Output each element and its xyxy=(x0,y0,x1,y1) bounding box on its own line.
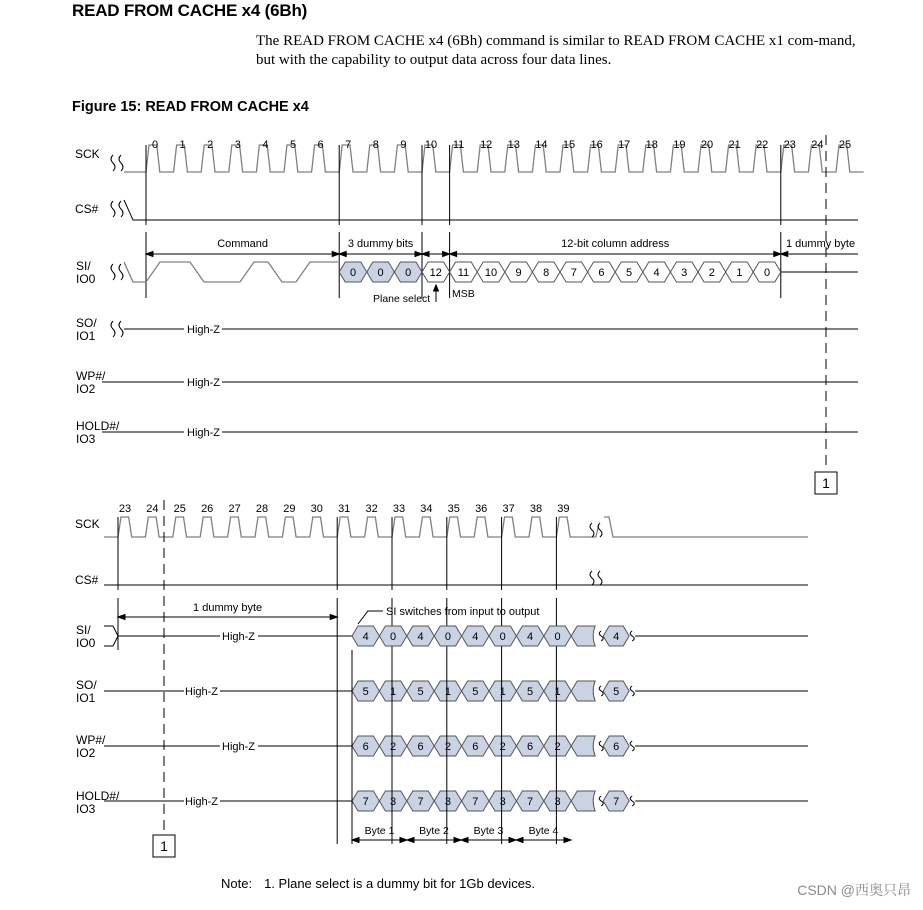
highz-label: High-Z xyxy=(222,741,256,753)
io2-data-bit-value: 2 xyxy=(554,741,561,753)
si-io0-label: IO0 xyxy=(76,272,96,286)
io1-data-bit-value: 5 xyxy=(472,686,479,698)
sck-label: SCK xyxy=(75,517,100,531)
clock-tick-label: 13 xyxy=(507,139,520,151)
si-address-bit-value: 10 xyxy=(484,267,498,279)
io0-data-bit-value: 0 xyxy=(444,631,451,643)
cs-waveform xyxy=(124,200,858,220)
so-io1-label: SO/ xyxy=(76,678,97,692)
clock-tick-label: 18 xyxy=(645,139,658,151)
clock-tick-label: 38 xyxy=(529,503,543,515)
clock-tick-label: 10 xyxy=(424,139,438,151)
span-label: 1 dummy byte xyxy=(786,238,856,250)
io0-data-bit-value: 0 xyxy=(554,631,561,643)
clock-tick-label: 29 xyxy=(283,503,296,515)
clock-tick-label: 31 xyxy=(338,503,351,515)
note-text: 1. Plane select is a dummy bit for 1Gb devices. xyxy=(264,876,536,891)
io2-data-bit-value: 6 xyxy=(527,741,534,753)
clock-tick-label: 15 xyxy=(562,139,576,151)
note-marker-number: 1 xyxy=(822,475,830,491)
byte-span-arrowhead xyxy=(461,838,468,843)
byte-label: Byte 2 xyxy=(419,825,449,837)
hold-io3-label: IO3 xyxy=(76,432,96,446)
io3-data-continue xyxy=(571,791,595,811)
span-label: 3 dummy bits xyxy=(347,238,414,250)
highz-label: High-Z xyxy=(187,324,221,336)
clock-tick-label: 21 xyxy=(728,139,741,151)
io3-data-bit-value: 3 xyxy=(390,796,397,808)
clock-tick-label: 34 xyxy=(420,503,433,515)
io3-last-bit-value: 7 xyxy=(613,796,620,808)
so-io1-label: IO1 xyxy=(76,691,96,705)
clock-tick-label: 14 xyxy=(535,139,548,151)
wp-io2-label: WP#/ xyxy=(76,369,106,383)
break-mark xyxy=(599,631,603,641)
clock-tick-label: 28 xyxy=(255,503,269,515)
io3-data-bit-value: 3 xyxy=(499,796,506,808)
clock-tick-label: 32 xyxy=(365,503,378,515)
io0-data-bit-value: 4 xyxy=(417,631,424,643)
io1-data-bit-value: 5 xyxy=(362,686,369,698)
break-mark xyxy=(590,571,594,585)
si-address-bit-value: 1 xyxy=(736,267,743,279)
figure-note xyxy=(221,876,547,891)
io1-data-bit-value: 1 xyxy=(499,686,506,698)
hold-io3-label: HOLD#/ xyxy=(76,789,120,803)
si-dummy-bit-value: 0 xyxy=(405,267,412,279)
si-switch-annotation: SI switches from input to output xyxy=(386,606,540,618)
sck-waveform xyxy=(104,517,584,537)
si-address-bit-value: 8 xyxy=(543,267,550,279)
byte-span-arrowhead xyxy=(407,838,414,843)
si-switch-leader xyxy=(358,611,383,624)
clock-tick-label: 37 xyxy=(502,503,515,515)
clock-tick-label: 33 xyxy=(392,503,406,515)
break-mark xyxy=(599,741,603,751)
arrowhead xyxy=(781,252,788,257)
plane-select-label: Plane select xyxy=(373,293,431,305)
clock-tick-label: 6 xyxy=(317,139,324,151)
si-address-bit-value: 2 xyxy=(708,267,715,279)
si-address-bit-value: 9 xyxy=(515,267,522,279)
io1-data-bit-value: 1 xyxy=(554,686,561,698)
break-mark xyxy=(119,264,123,280)
clock-tick-label: 7 xyxy=(345,139,352,151)
clock-tick-label: 8 xyxy=(372,139,379,151)
clock-tick-label: 11 xyxy=(452,139,465,151)
clock-tick-label: 12 xyxy=(480,139,493,151)
io1-data-bit-value: 5 xyxy=(527,686,534,698)
clock-tick-label: 22 xyxy=(756,139,769,151)
highz-label: High-Z xyxy=(185,796,219,808)
highz-label: High-Z xyxy=(187,427,221,439)
wp-io2-label: IO2 xyxy=(76,382,96,396)
io3-data-bit-value: 3 xyxy=(554,796,561,808)
clock-tick-label: 24 xyxy=(146,503,159,515)
si-io0-label: SI/ xyxy=(76,623,91,637)
clock-tick-label: 23 xyxy=(783,139,796,151)
io3-data-bit-value: 7 xyxy=(527,796,534,808)
io0-last-bit-value: 4 xyxy=(613,631,620,643)
span-column-arrowhead xyxy=(450,252,457,257)
break-mark xyxy=(119,321,123,337)
wp-io2-label: WP#/ xyxy=(76,733,106,747)
io1-data-bit-value: 1 xyxy=(390,686,397,698)
break-mark xyxy=(598,523,602,537)
clock-tick-label: 39 xyxy=(557,503,570,515)
io2-data-bit-value: 2 xyxy=(499,741,506,753)
break-mark xyxy=(630,796,634,806)
clock-tick-label: 0 xyxy=(151,139,159,151)
clock-tick-label: 17 xyxy=(618,139,631,151)
span-label: 1 dummy byte xyxy=(193,602,263,614)
clock-tick-label: 35 xyxy=(447,503,460,515)
clock-tick-label: 30 xyxy=(310,503,323,515)
hold-io3-label: IO3 xyxy=(76,802,96,816)
wp-io2-label: IO2 xyxy=(76,746,96,760)
io1-data-continue xyxy=(571,681,595,701)
clock-tick-label: 23 xyxy=(118,503,132,515)
break-mark xyxy=(111,201,115,217)
io0-data-bit-value: 0 xyxy=(499,631,506,643)
note-label: Note: xyxy=(221,876,253,891)
si-address-bit-value: 3 xyxy=(681,267,688,279)
highz-label: High-Z xyxy=(187,377,221,389)
cs-label: CS# xyxy=(75,202,99,216)
highz-label: High-Z xyxy=(222,631,256,643)
break-mark xyxy=(119,155,123,171)
span-dummy-bits-arrowhead xyxy=(339,252,346,257)
si-dummy-bit-value: 0 xyxy=(349,267,357,279)
io1-last-bit-value: 5 xyxy=(613,686,620,698)
io3-data-bit-value: 3 xyxy=(444,796,451,808)
si-address-bit-value: 5 xyxy=(625,267,633,279)
arrowhead xyxy=(434,285,439,291)
si-address-bit-value: 7 xyxy=(570,267,577,279)
io1-data-bit-value: 5 xyxy=(417,686,424,698)
si-address-bit-value: 6 xyxy=(598,267,605,279)
si-io0-label: IO0 xyxy=(76,636,96,650)
io0-data-continue xyxy=(571,626,595,646)
sck-waveform xyxy=(584,525,599,537)
sck-waveform xyxy=(604,517,808,537)
si-address-bit-value: 12 xyxy=(429,267,442,279)
byte-label: Byte 4 xyxy=(528,825,559,837)
io2-data-bit-value: 6 xyxy=(362,741,369,753)
clock-tick-label: 26 xyxy=(201,503,214,515)
io2-data-continue xyxy=(571,736,595,756)
span-dummy-byte-arrowhead xyxy=(330,615,337,620)
note-marker-number: 1 xyxy=(160,838,168,854)
clock-tick-label: 24 xyxy=(811,139,824,151)
span-label: Command xyxy=(217,238,268,250)
cs-label: CS# xyxy=(75,573,99,587)
watermark: CSDN @西奥只昂 xyxy=(797,882,911,898)
break-mark xyxy=(111,155,115,171)
section-title: READ FROM CACHE x4 (6Bh) xyxy=(72,1,308,20)
span-plane-arrowhead xyxy=(422,252,429,257)
clock-tick-label: 20 xyxy=(700,139,714,151)
highz-label: High-Z xyxy=(185,686,219,698)
clock-tick-label: 1 xyxy=(179,139,186,151)
sck-label: SCK xyxy=(75,147,100,161)
io2-data-bit-value: 2 xyxy=(390,741,397,753)
io3-data-bit-value: 7 xyxy=(417,796,424,808)
io2-data-bit-value: 6 xyxy=(417,741,424,753)
io3-data-bit-value: 7 xyxy=(362,796,369,808)
clock-tick-label: 27 xyxy=(228,503,241,515)
span-dummy-byte-arrowhead xyxy=(118,615,125,620)
break-mark xyxy=(590,523,594,537)
io2-last-bit-value: 6 xyxy=(613,741,620,753)
byte-label: Byte 3 xyxy=(473,825,504,837)
io0-data-bit-value: 4 xyxy=(362,631,369,643)
clock-tick-label: 16 xyxy=(590,139,603,151)
io2-data-bit-value: 6 xyxy=(472,741,479,753)
span-command-arrowhead xyxy=(146,252,153,257)
clock-tick-label: 19 xyxy=(673,139,686,151)
si-command-waveform xyxy=(124,262,338,282)
so-io1-label: IO1 xyxy=(76,329,96,343)
msb-label: MSB xyxy=(452,288,475,300)
so-io1-label: SO/ xyxy=(76,316,97,330)
clock-tick-label: 36 xyxy=(475,503,488,515)
break-mark xyxy=(630,631,634,641)
break-mark xyxy=(599,796,603,806)
section-description: The READ FROM CACHE x4 (6Bh) command is similar to READ FROM CACHE x1 com-mand, but with the capability to output data across four data lines. xyxy=(256,33,856,68)
io3-data-bit-value: 7 xyxy=(472,796,479,808)
io2-data-bit-value: 2 xyxy=(444,741,451,753)
io0-data-bit-value: 4 xyxy=(472,631,479,643)
si-dummy-bit-value: 0 xyxy=(377,267,384,279)
byte-span-arrowhead xyxy=(352,838,359,843)
break-mark xyxy=(630,741,634,751)
break-mark xyxy=(630,686,634,696)
io0-data-bit-value: 4 xyxy=(527,631,534,643)
si-address-bit-value: 11 xyxy=(457,267,470,279)
break-mark xyxy=(599,686,603,696)
clock-tick-label: 4 xyxy=(262,139,269,151)
break-mark xyxy=(119,201,123,217)
span-label: 12-bit column address xyxy=(561,238,670,250)
figure-title: Figure 15: READ FROM CACHE x4 xyxy=(72,99,309,115)
clock-tick-label: 3 xyxy=(234,139,241,151)
clock-tick-label: 5 xyxy=(289,139,297,151)
byte-span-arrowhead xyxy=(516,838,523,843)
io0-data-bit-value: 0 xyxy=(390,631,397,643)
io1-data-bit-value: 1 xyxy=(444,686,451,698)
byte-label: Byte 1 xyxy=(364,825,395,837)
break-mark xyxy=(111,264,115,280)
si-address-bit-value: 0 xyxy=(763,267,771,279)
clock-tick-label: 9 xyxy=(400,139,407,151)
break-mark xyxy=(598,571,602,585)
clock-tick-label: 25 xyxy=(173,503,186,515)
si-io0-label: SI/ xyxy=(76,259,91,273)
hold-io3-label: HOLD#/ xyxy=(76,419,120,433)
si-bracket xyxy=(104,626,118,646)
si-address-bit-value: 4 xyxy=(653,267,660,279)
byte-span-arrowhead xyxy=(564,838,571,843)
break-mark xyxy=(111,321,115,337)
clock-tick-label: 2 xyxy=(207,139,214,151)
clock-tick-label: 25 xyxy=(838,139,852,151)
